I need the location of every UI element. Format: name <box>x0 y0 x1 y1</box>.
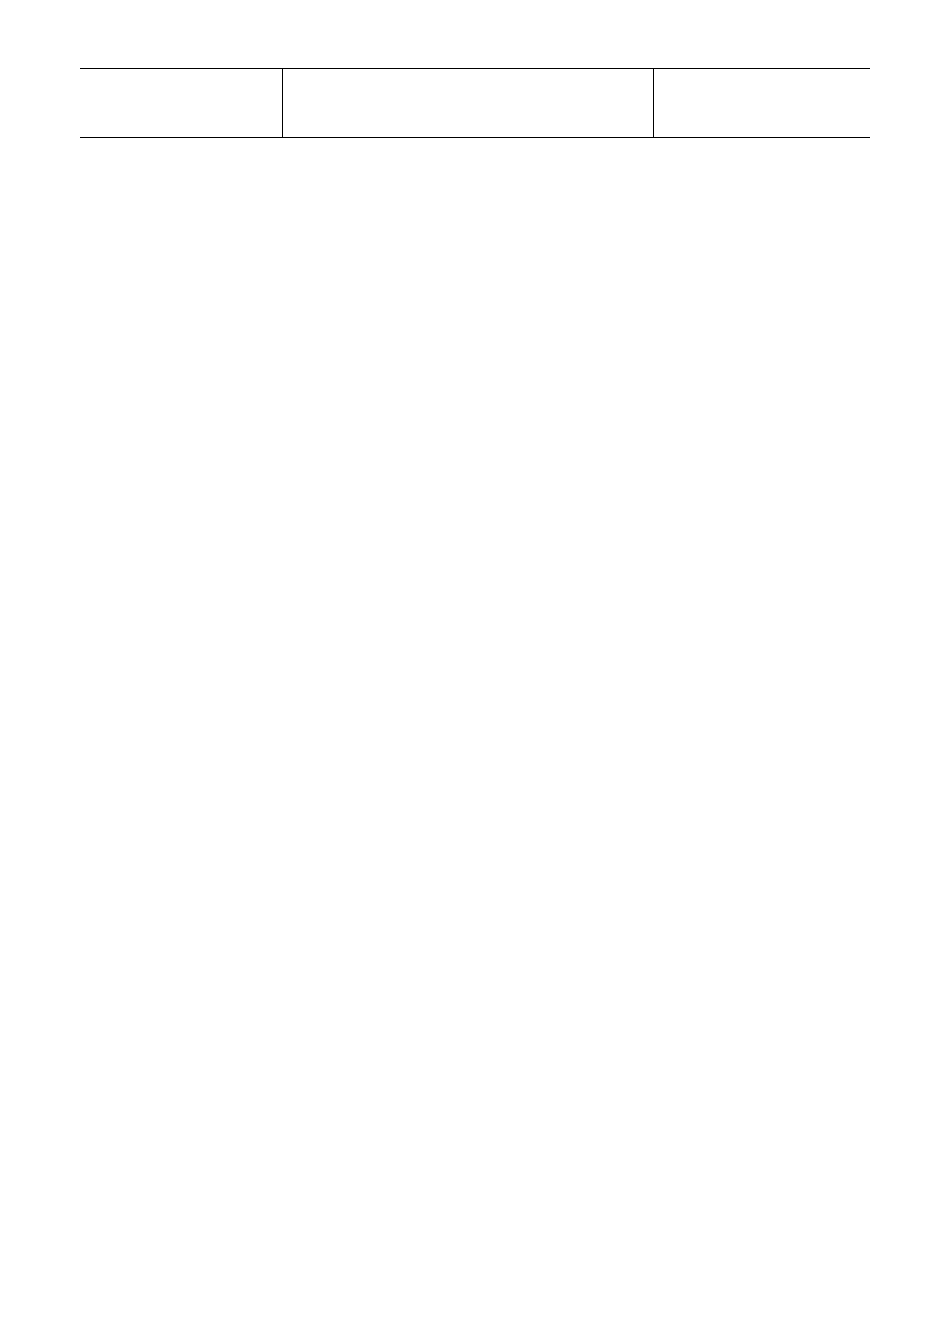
header-motto-cell <box>282 69 654 137</box>
section-title <box>145 170 795 202</box>
document-body <box>145 158 795 210</box>
page-header <box>80 68 870 138</box>
header-meta <box>80 69 282 137</box>
header-page-info <box>654 69 870 137</box>
